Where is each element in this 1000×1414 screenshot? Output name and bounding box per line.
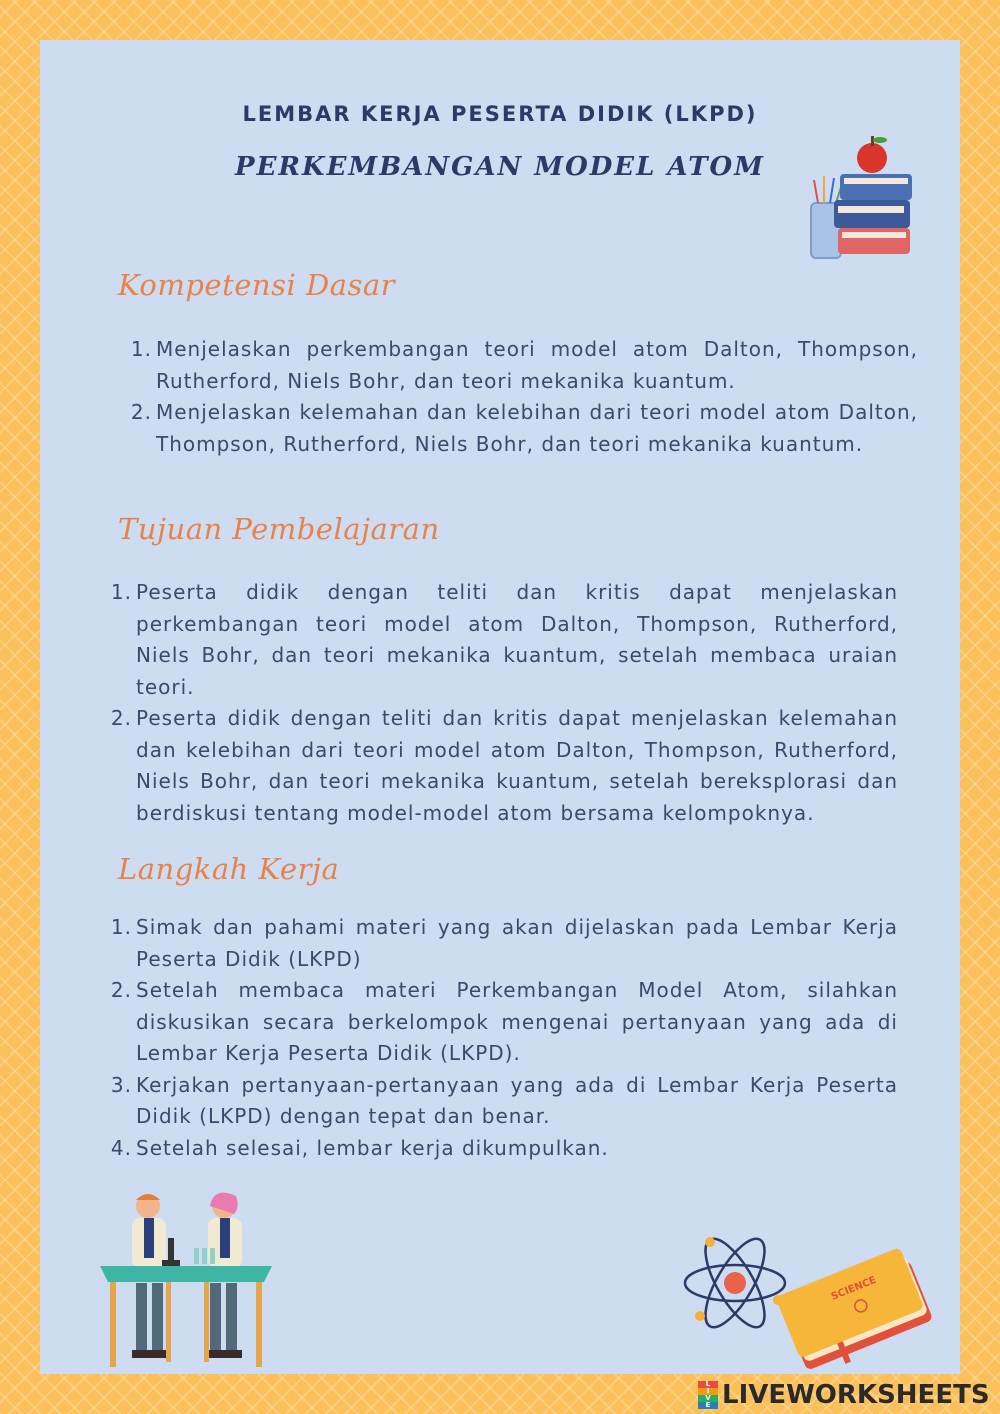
item-number: 1. <box>110 580 132 604</box>
list-item <box>110 975 898 1070</box>
liveworksheets-mark-icon: L I V E <box>698 1381 718 1409</box>
liveworksheets-text: LIVEWORKSHEETS <box>722 1380 990 1410</box>
atom-icon <box>680 1228 790 1338</box>
list-item <box>110 912 898 975</box>
kompetensi-dasar-list <box>130 334 918 460</box>
list-item <box>110 1133 898 1165</box>
item-number: 2. <box>130 400 152 424</box>
item-text: Peserta didik dengan teliti dan kritis dapat menjelaskan perkembangan teori model atom Dalton, Thompson, Rutherford, Niels Bohr, dan teori mekanika kuantum, setelah membaca uraian teori. <box>136 580 898 699</box>
liveworksheets-logo <box>698 1380 990 1410</box>
list-item <box>110 1070 898 1133</box>
item-number: 4. <box>110 1135 132 1160</box>
item-number: 3. <box>110 1072 132 1097</box>
science-book-icon <box>776 1248 936 1373</box>
item-number: 2. <box>110 978 132 1002</box>
kompetensi-dasar-heading: Kompetensi Dasar <box>118 268 396 302</box>
item-text: Kerjakan pertanyaan-pertanyaan yang ada di Lembar Kerja Peserta Didik (LKPD) dengan tepat dan benar. <box>136 1072 898 1128</box>
item-text: Peserta didik dengan teliti dan kritis dapat menjelaskan kelemahan dan kelebihan dari teori model atom Dalton, Thompson, Rutherford, Niels Bohr, dan teori mekanika kuantum, setelah bereksplorasi dan berdiskusi tentang model-model atom bersama kelompoknya. <box>136 706 898 825</box>
book-label: SCIENCE <box>829 1274 879 1303</box>
tujuan-pembelajaran-list <box>110 577 898 829</box>
page-title: LEMBAR KERJA PESERTA DIDIK (LKPD) <box>242 102 758 126</box>
books-apple-icon <box>808 128 918 263</box>
langkah-kerja-list <box>110 912 898 1164</box>
worksheet-page <box>40 40 960 1374</box>
item-text: Setelah selesai, lembar kerja dikumpulkan. <box>136 1135 609 1160</box>
list-item <box>130 397 918 460</box>
item-number: 1. <box>130 337 152 361</box>
item-text: Setelah membaca materi Perkembangan Model Atom, silahkan diskusikan secara berkelompok mengenai pertanyaan yang ada di Lembar Kerja Peserta Didik (LKPD). <box>136 978 898 1065</box>
item-text: Menjelaskan kelemahan dan kelebihan dari teori model atom Dalton, Thompson, Rutherford, Niels Bohr, dan teori mekanika kuantum. <box>156 400 918 456</box>
item-text: Menjelaskan perkembangan teori model atom Dalton, Thompson, Rutherford, Niels Bohr, dan teori mekanika kuantum. <box>156 337 918 393</box>
list-item <box>110 577 898 703</box>
tujuan-pembelajaran-heading: Tujuan Pembelajaran <box>118 512 440 546</box>
langkah-kerja-heading: Langkah Kerja <box>118 852 340 886</box>
page-subtitle: PERKEMBANGAN MODEL ATOM <box>235 152 765 182</box>
list-item <box>130 334 918 397</box>
scientists-illustration-icon <box>96 1188 276 1373</box>
list-item <box>110 703 898 829</box>
item-number: 1. <box>110 915 132 939</box>
item-number: 2. <box>110 706 132 730</box>
item-text: Simak dan pahami materi yang akan dijelaskan pada Lembar Kerja Peserta Didik (LKPD) <box>136 915 898 971</box>
